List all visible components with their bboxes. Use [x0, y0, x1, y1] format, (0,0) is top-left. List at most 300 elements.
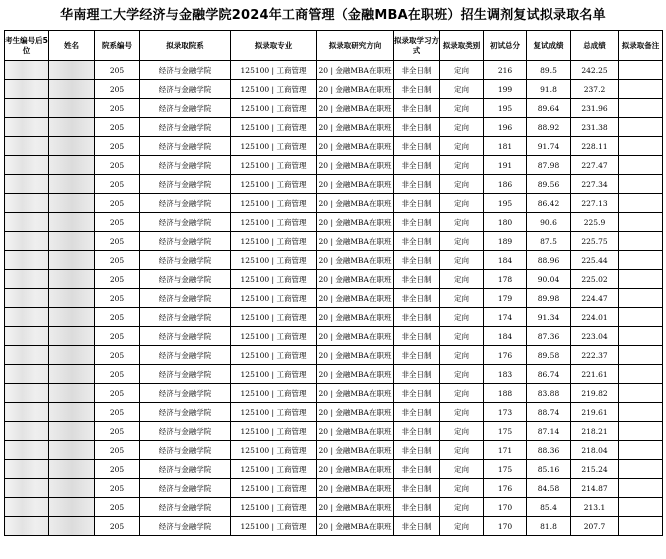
candidate-id-cell: [5, 346, 49, 365]
total-score-cell: 207.7: [571, 517, 619, 536]
name-cell: [49, 346, 95, 365]
direction-cell: 20 | 金融MBA在职班: [317, 118, 394, 137]
major-cell: 125100 | 工商管理: [231, 498, 317, 517]
dept-cell: 经济与金融学院: [140, 156, 231, 175]
remark-cell: [619, 194, 663, 213]
table-row: [5, 479, 663, 498]
total-score-cell: 242.25: [571, 61, 619, 80]
table-row: [5, 384, 663, 403]
table-header: [5, 31, 663, 61]
major-cell: 125100 | 工商管理: [231, 441, 317, 460]
dept-cell: 经济与金融学院: [140, 479, 231, 498]
table-row: [5, 270, 663, 289]
dept-code-cell: 205: [95, 479, 140, 498]
candidate-id-cell: [5, 308, 49, 327]
retest-score-cell: 83.88: [527, 384, 571, 403]
major-cell: 125100 | 工商管理: [231, 422, 317, 441]
prelim-score-cell: 171: [484, 441, 527, 460]
total-score-cell: 215.24: [571, 460, 619, 479]
category-cell: 定向: [440, 327, 484, 346]
study-mode-cell: 非全日制: [394, 441, 440, 460]
candidate-id-cell: [5, 422, 49, 441]
dept-cell: 经济与金融学院: [140, 403, 231, 422]
prelim-score-cell: 176: [484, 479, 527, 498]
retest-score-cell: 84.58: [527, 479, 571, 498]
total-score-cell: 223.04: [571, 327, 619, 346]
dept-cell: 经济与金融学院: [140, 137, 231, 156]
name-cell: [49, 213, 95, 232]
remark-cell: [619, 156, 663, 175]
table-row: [5, 213, 663, 232]
remark-cell: [619, 460, 663, 479]
prelim-score-cell: 173: [484, 403, 527, 422]
category-cell: 定向: [440, 175, 484, 194]
direction-cell: 20 | 金融MBA在职班: [317, 517, 394, 536]
remark-cell: [619, 403, 663, 422]
dept-cell: 经济与金融学院: [140, 422, 231, 441]
direction-cell: 20 | 金融MBA在职班: [317, 479, 394, 498]
candidate-id-cell: [5, 327, 49, 346]
remark-cell: [619, 137, 663, 156]
retest-score-cell: 88.74: [527, 403, 571, 422]
dept-cell: 经济与金融学院: [140, 175, 231, 194]
dept-code-cell: 205: [95, 346, 140, 365]
direction-cell: 20 | 金融MBA在职班: [317, 232, 394, 251]
dept-cell: 经济与金融学院: [140, 270, 231, 289]
study-mode-cell: 非全日制: [394, 194, 440, 213]
candidate-id-cell: [5, 232, 49, 251]
remark-cell: [619, 289, 663, 308]
retest-score-cell: 86.74: [527, 365, 571, 384]
name-cell: [49, 175, 95, 194]
remark-cell: [619, 270, 663, 289]
dept-code-cell: 205: [95, 498, 140, 517]
candidate-id-cell: [5, 479, 49, 498]
candidate-id-cell: [5, 175, 49, 194]
candidate-id-cell: [5, 99, 49, 118]
total-score-cell: 224.01: [571, 308, 619, 327]
major-cell: 125100 | 工商管理: [231, 270, 317, 289]
table-row: [5, 441, 663, 460]
dept-code-cell: 205: [95, 175, 140, 194]
study-mode-cell: 非全日制: [394, 327, 440, 346]
table-body: [5, 61, 663, 536]
study-mode-cell: 非全日制: [394, 80, 440, 99]
remark-cell: [619, 479, 663, 498]
retest-score-cell: 91.34: [527, 308, 571, 327]
dept-cell: 经济与金融学院: [140, 365, 231, 384]
prelim-score-cell: 199: [484, 80, 527, 99]
direction-cell: 20 | 金融MBA在职班: [317, 403, 394, 422]
total-score-cell: 221.61: [571, 365, 619, 384]
remark-cell: [619, 213, 663, 232]
retest-score-cell: 87.5: [527, 232, 571, 251]
prelim-score-cell: 170: [484, 498, 527, 517]
table-row: [5, 308, 663, 327]
dept-code-cell: 205: [95, 422, 140, 441]
category-cell: 定向: [440, 232, 484, 251]
category-cell: 定向: [440, 308, 484, 327]
study-mode-cell: 非全日制: [394, 498, 440, 517]
total-score-cell: 225.02: [571, 270, 619, 289]
retest-score-cell: 87.98: [527, 156, 571, 175]
retest-score-cell: 85.4: [527, 498, 571, 517]
remark-cell: [619, 61, 663, 80]
category-cell: 定向: [440, 384, 484, 403]
major-cell: 125100 | 工商管理: [231, 365, 317, 384]
name-cell: [49, 137, 95, 156]
name-cell: [49, 270, 95, 289]
direction-cell: 20 | 金融MBA在职班: [317, 270, 394, 289]
name-cell: [49, 384, 95, 403]
dept-code-cell: 205: [95, 327, 140, 346]
remark-cell: [619, 365, 663, 384]
category-cell: 定向: [440, 194, 484, 213]
dept-cell: 经济与金融学院: [140, 460, 231, 479]
prelim-score-cell: 195: [484, 99, 527, 118]
dept-cell: 经济与金融学院: [140, 517, 231, 536]
col-header-category: 拟录取类别: [440, 31, 484, 61]
prelim-score-cell: 195: [484, 194, 527, 213]
major-cell: 125100 | 工商管理: [231, 289, 317, 308]
dept-code-cell: 205: [95, 460, 140, 479]
table-row: [5, 61, 663, 80]
category-cell: 定向: [440, 99, 484, 118]
table-row: [5, 517, 663, 536]
prelim-score-cell: 178: [484, 270, 527, 289]
remark-cell: [619, 80, 663, 99]
retest-score-cell: 88.36: [527, 441, 571, 460]
total-score-cell: 222.37: [571, 346, 619, 365]
study-mode-cell: 非全日制: [394, 346, 440, 365]
study-mode-cell: 非全日制: [394, 137, 440, 156]
name-cell: [49, 479, 95, 498]
major-cell: 125100 | 工商管理: [231, 99, 317, 118]
table-row: [5, 460, 663, 479]
name-cell: [49, 118, 95, 137]
table-row: [5, 156, 663, 175]
prelim-score-cell: 189: [484, 232, 527, 251]
remark-cell: [619, 99, 663, 118]
col-header-remark: 拟录取备注: [619, 31, 663, 61]
table-row: [5, 137, 663, 156]
candidate-id-cell: [5, 441, 49, 460]
name-cell: [49, 308, 95, 327]
retest-score-cell: 88.92: [527, 118, 571, 137]
candidate-id-cell: [5, 137, 49, 156]
dept-cell: 经济与金融学院: [140, 232, 231, 251]
prelim-score-cell: 170: [484, 517, 527, 536]
direction-cell: 20 | 金融MBA在职班: [317, 61, 394, 80]
candidate-id-cell: [5, 289, 49, 308]
study-mode-cell: 非全日制: [394, 156, 440, 175]
category-cell: 定向: [440, 80, 484, 99]
direction-cell: 20 | 金融MBA在职班: [317, 175, 394, 194]
retest-score-cell: 89.5: [527, 61, 571, 80]
dept-cell: 经济与金融学院: [140, 99, 231, 118]
dept-cell: 经济与金融学院: [140, 289, 231, 308]
major-cell: 125100 | 工商管理: [231, 308, 317, 327]
prelim-score-cell: 175: [484, 460, 527, 479]
header-row: [5, 31, 663, 61]
study-mode-cell: 非全日制: [394, 403, 440, 422]
major-cell: 125100 | 工商管理: [231, 156, 317, 175]
retest-score-cell: 81.8: [527, 517, 571, 536]
retest-score-cell: 90.04: [527, 270, 571, 289]
major-cell: 125100 | 工商管理: [231, 479, 317, 498]
dept-code-cell: 205: [95, 517, 140, 536]
total-score-cell: 218.21: [571, 422, 619, 441]
remark-cell: [619, 251, 663, 270]
table-row: [5, 327, 663, 346]
candidate-id-cell: [5, 194, 49, 213]
dept-cell: 经济与金融学院: [140, 327, 231, 346]
table-row: [5, 194, 663, 213]
prelim-score-cell: 191: [484, 156, 527, 175]
study-mode-cell: 非全日制: [394, 422, 440, 441]
table-row: [5, 346, 663, 365]
prelim-score-cell: 188: [484, 384, 527, 403]
study-mode-cell: 非全日制: [394, 365, 440, 384]
retest-score-cell: 89.56: [527, 175, 571, 194]
col-header-dept-code: 院系编号: [95, 31, 140, 61]
major-cell: 125100 | 工商管理: [231, 232, 317, 251]
name-cell: [49, 460, 95, 479]
dept-cell: 经济与金融学院: [140, 346, 231, 365]
dept-code-cell: 205: [95, 289, 140, 308]
dept-code-cell: 205: [95, 80, 140, 99]
major-cell: 125100 | 工商管理: [231, 403, 317, 422]
table-row: [5, 365, 663, 384]
study-mode-cell: 非全日制: [394, 251, 440, 270]
name-cell: [49, 99, 95, 118]
major-cell: 125100 | 工商管理: [231, 460, 317, 479]
dept-cell: 经济与金融学院: [140, 80, 231, 99]
remark-cell: [619, 517, 663, 536]
total-score-cell: 237.2: [571, 80, 619, 99]
prelim-score-cell: 186: [484, 175, 527, 194]
category-cell: 定向: [440, 346, 484, 365]
candidate-id-cell: [5, 384, 49, 403]
col-header-name: 姓名: [49, 31, 95, 61]
table-row: [5, 175, 663, 194]
total-score-cell: 225.9: [571, 213, 619, 232]
study-mode-cell: 非全日制: [394, 232, 440, 251]
study-mode-cell: 非全日制: [394, 61, 440, 80]
retest-score-cell: 87.14: [527, 422, 571, 441]
remark-cell: [619, 308, 663, 327]
dept-code-cell: 205: [95, 61, 140, 80]
study-mode-cell: 非全日制: [394, 175, 440, 194]
study-mode-cell: 非全日制: [394, 270, 440, 289]
prelim-score-cell: 180: [484, 213, 527, 232]
name-cell: [49, 61, 95, 80]
total-score-cell: 225.75: [571, 232, 619, 251]
candidate-id-cell: [5, 365, 49, 384]
retest-score-cell: 89.64: [527, 99, 571, 118]
name-cell: [49, 441, 95, 460]
dept-code-cell: 205: [95, 118, 140, 137]
dept-code-cell: 205: [95, 213, 140, 232]
total-score-cell: 231.38: [571, 118, 619, 137]
table-row: [5, 422, 663, 441]
retest-score-cell: 91.74: [527, 137, 571, 156]
dept-code-cell: 205: [95, 308, 140, 327]
direction-cell: 20 | 金融MBA在职班: [317, 289, 394, 308]
study-mode-cell: 非全日制: [394, 479, 440, 498]
remark-cell: [619, 384, 663, 403]
direction-cell: 20 | 金融MBA在职班: [317, 156, 394, 175]
table-row: [5, 403, 663, 422]
admission-table: [4, 30, 663, 536]
candidate-id-cell: [5, 156, 49, 175]
prelim-score-cell: 184: [484, 327, 527, 346]
major-cell: 125100 | 工商管理: [231, 384, 317, 403]
candidate-id-cell: [5, 403, 49, 422]
prelim-score-cell: 181: [484, 137, 527, 156]
major-cell: 125100 | 工商管理: [231, 213, 317, 232]
name-cell: [49, 327, 95, 346]
direction-cell: 20 | 金融MBA在职班: [317, 99, 394, 118]
direction-cell: 20 | 金融MBA在职班: [317, 422, 394, 441]
dept-cell: 经济与金融学院: [140, 61, 231, 80]
retest-score-cell: 88.96: [527, 251, 571, 270]
prelim-score-cell: 175: [484, 422, 527, 441]
category-cell: 定向: [440, 61, 484, 80]
direction-cell: 20 | 金融MBA在职班: [317, 308, 394, 327]
candidate-id-cell: [5, 251, 49, 270]
dept-code-cell: 205: [95, 270, 140, 289]
total-score-cell: 228.11: [571, 137, 619, 156]
direction-cell: 20 | 金融MBA在职班: [317, 194, 394, 213]
direction-cell: 20 | 金融MBA在职班: [317, 365, 394, 384]
retest-score-cell: 89.58: [527, 346, 571, 365]
prelim-score-cell: 174: [484, 308, 527, 327]
study-mode-cell: 非全日制: [394, 213, 440, 232]
name-cell: [49, 365, 95, 384]
name-cell: [49, 403, 95, 422]
candidate-id-cell: [5, 118, 49, 137]
direction-cell: 20 | 金融MBA在职班: [317, 460, 394, 479]
dept-code-cell: 205: [95, 99, 140, 118]
category-cell: 定向: [440, 156, 484, 175]
candidate-id-cell: [5, 517, 49, 536]
remark-cell: [619, 422, 663, 441]
study-mode-cell: 非全日制: [394, 118, 440, 137]
name-cell: [49, 517, 95, 536]
prelim-score-cell: 216: [484, 61, 527, 80]
study-mode-cell: 非全日制: [394, 308, 440, 327]
total-score-cell: 224.47: [571, 289, 619, 308]
total-score-cell: 227.47: [571, 156, 619, 175]
remark-cell: [619, 232, 663, 251]
dept-cell: 经济与金融学院: [140, 441, 231, 460]
category-cell: 定向: [440, 422, 484, 441]
direction-cell: 20 | 金融MBA在职班: [317, 327, 394, 346]
remark-cell: [619, 498, 663, 517]
dept-code-cell: 205: [95, 156, 140, 175]
name-cell: [49, 422, 95, 441]
col-header-retest-score: 复试成绩: [527, 31, 571, 61]
retest-score-cell: 91.8: [527, 80, 571, 99]
remark-cell: [619, 346, 663, 365]
prelim-score-cell: 196: [484, 118, 527, 137]
direction-cell: 20 | 金融MBA在职班: [317, 80, 394, 99]
table-row: [5, 498, 663, 517]
dept-cell: 经济与金融学院: [140, 118, 231, 137]
direction-cell: 20 | 金融MBA在职班: [317, 384, 394, 403]
major-cell: 125100 | 工商管理: [231, 61, 317, 80]
retest-score-cell: 86.42: [527, 194, 571, 213]
candidate-id-cell: [5, 498, 49, 517]
dept-code-cell: 205: [95, 365, 140, 384]
name-cell: [49, 156, 95, 175]
major-cell: 125100 | 工商管理: [231, 517, 317, 536]
name-cell: [49, 251, 95, 270]
category-cell: 定向: [440, 270, 484, 289]
direction-cell: 20 | 金融MBA在职班: [317, 213, 394, 232]
total-score-cell: 213.1: [571, 498, 619, 517]
dept-cell: 经济与金融学院: [140, 384, 231, 403]
col-header-total-score: 总成绩: [571, 31, 619, 61]
prelim-score-cell: 179: [484, 289, 527, 308]
col-header-major: 拟录取专业: [231, 31, 317, 61]
major-cell: 125100 | 工商管理: [231, 118, 317, 137]
col-header-dept: 拟录取院系: [140, 31, 231, 61]
category-cell: 定向: [440, 403, 484, 422]
retest-score-cell: 87.36: [527, 327, 571, 346]
major-cell: 125100 | 工商管理: [231, 327, 317, 346]
category-cell: 定向: [440, 365, 484, 384]
category-cell: 定向: [440, 289, 484, 308]
dept-cell: 经济与金融学院: [140, 498, 231, 517]
category-cell: 定向: [440, 118, 484, 137]
total-score-cell: 219.61: [571, 403, 619, 422]
study-mode-cell: 非全日制: [394, 289, 440, 308]
category-cell: 定向: [440, 441, 484, 460]
dept-cell: 经济与金融学院: [140, 194, 231, 213]
name-cell: [49, 80, 95, 99]
category-cell: 定向: [440, 517, 484, 536]
prelim-score-cell: 184: [484, 251, 527, 270]
major-cell: 125100 | 工商管理: [231, 251, 317, 270]
dept-code-cell: 205: [95, 137, 140, 156]
name-cell: [49, 232, 95, 251]
study-mode-cell: 非全日制: [394, 384, 440, 403]
retest-score-cell: 89.98: [527, 289, 571, 308]
remark-cell: [619, 118, 663, 137]
major-cell: 125100 | 工商管理: [231, 346, 317, 365]
document-title: 华南理工大学经济与金融学院2024年工商管理（金融MBA在职班）招生调剂复试拟录取名单: [60, 8, 606, 23]
dept-cell: 经济与金融学院: [140, 251, 231, 270]
study-mode-cell: 非全日制: [394, 517, 440, 536]
total-score-cell: 231.96: [571, 99, 619, 118]
dept-cell: 经济与金融学院: [140, 213, 231, 232]
category-cell: 定向: [440, 137, 484, 156]
remark-cell: [619, 175, 663, 194]
candidate-id-cell: [5, 80, 49, 99]
table-row: [5, 80, 663, 99]
name-cell: [49, 289, 95, 308]
table-row: [5, 251, 663, 270]
major-cell: 125100 | 工商管理: [231, 137, 317, 156]
study-mode-cell: 非全日制: [394, 99, 440, 118]
direction-cell: 20 | 金融MBA在职班: [317, 251, 394, 270]
dept-code-cell: 205: [95, 194, 140, 213]
table-row: [5, 99, 663, 118]
major-cell: 125100 | 工商管理: [231, 80, 317, 99]
study-mode-cell: 非全日制: [394, 460, 440, 479]
